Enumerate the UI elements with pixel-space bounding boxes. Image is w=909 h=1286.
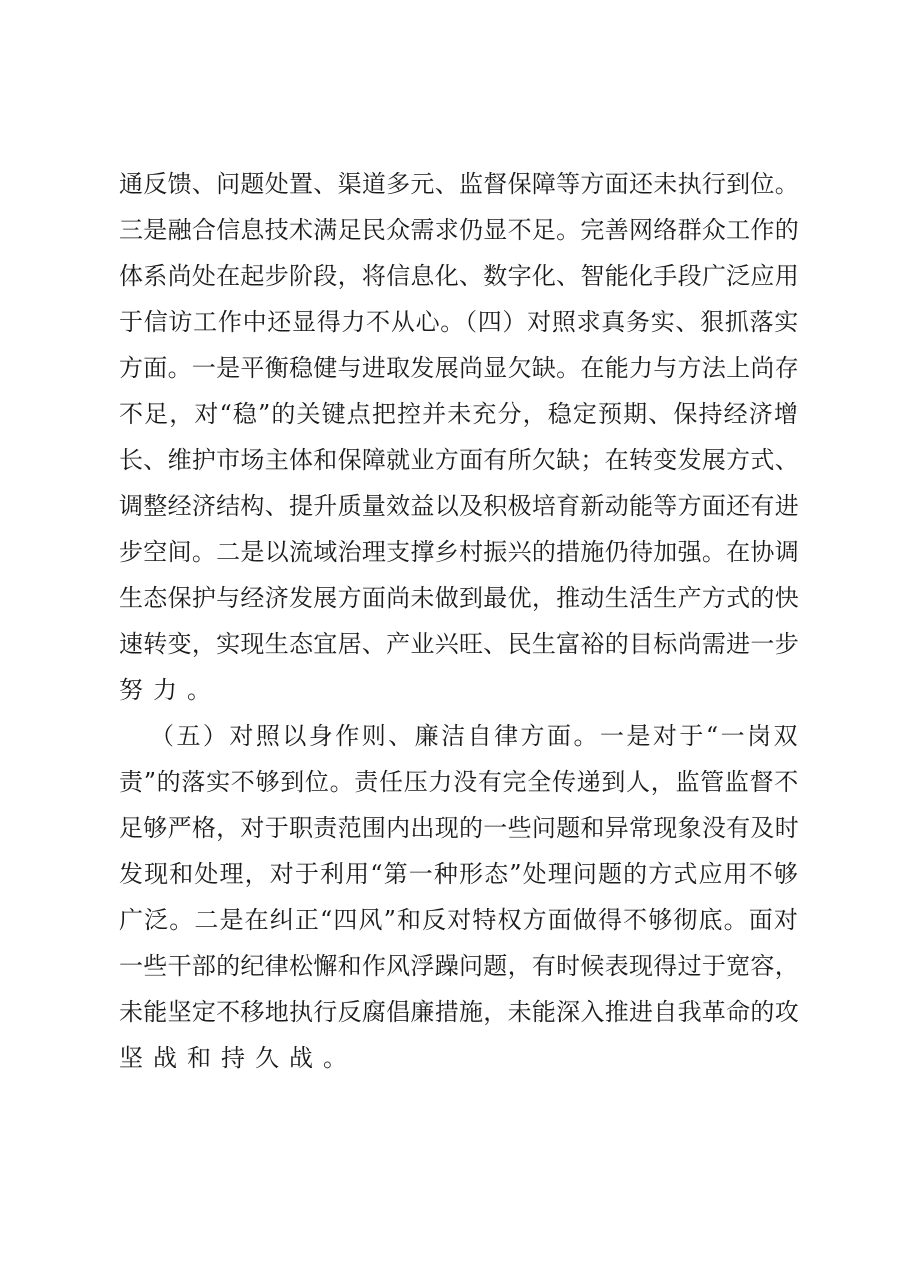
line-text: 通反馈、问题处置、渠道多元、监督保障等方面还未执行到位。	[119, 170, 799, 198]
line-text: 一些干部的纪律松懈和作风浮躁问题，有时候表现得过于宽容，	[119, 952, 799, 980]
line-text: 调整经济结构、提升质量效益以及积极培育新动能等方面还有进	[119, 492, 799, 520]
text-line	[0, 760, 909, 804]
text-line	[0, 990, 909, 1034]
text-line	[0, 668, 909, 712]
text-line	[0, 530, 909, 574]
line-text: 坚战和持久战。	[119, 1044, 357, 1072]
line-text: 广泛。二是在纠正“四风”和反对特权方面做得不够彻底。面对	[119, 906, 799, 934]
text-line	[0, 438, 909, 482]
line-text: （五）对照以身作则、廉洁自律方面。一是对于“一岗双	[150, 722, 800, 750]
line-text: 三是融合信息技术满足民众需求仍显不足。完善网络群众工作的	[119, 216, 799, 244]
text-line	[0, 898, 909, 942]
line-text: 方面。一是平衡稳健与进取发展尚显欠缺。在能力与方法上尚存	[119, 354, 799, 382]
line-text: 于信访工作中还显得力不从心。（四）对照求真务实、狠抓落实	[119, 308, 799, 336]
text-line	[0, 208, 909, 252]
text-line	[0, 392, 909, 436]
line-text: 足够严格，对于职责范围内出现的一些问题和异常现象没有及时	[119, 814, 799, 842]
line-text: 体系尚处在起步阶段，将信息化、数字化、智能化手段广泛应用	[119, 262, 799, 290]
text-line	[0, 622, 909, 666]
line-text: 发现和处理，对于利用“第一种形态”处理问题的方式应用不够	[119, 860, 799, 888]
text-line	[0, 346, 909, 390]
text-line	[0, 254, 909, 298]
line-text: 步空间。二是以流域治理支撑乡村振兴的措施仍待加强。在协调	[119, 538, 799, 566]
line-text: 不足，对“稳”的关键点把控并未充分，稳定预期、保持经济增	[119, 400, 799, 428]
text-line	[0, 714, 909, 758]
text-line	[0, 1036, 909, 1080]
text-line	[0, 576, 909, 620]
line-text: 责”的落实不够到位。责任压力没有完全传递到人，监管监督不	[119, 768, 799, 796]
text-line	[0, 944, 909, 988]
line-text: 速转变，实现生态宜居、产业兴旺、民生富裕的目标尚需进一步	[119, 630, 799, 658]
line-text: 未能坚定不移地执行反腐倡廉措施，未能深入推进自我革命的攻	[119, 998, 799, 1026]
text-line	[0, 806, 909, 850]
text-line	[0, 300, 909, 344]
line-text: 生态保护与经济发展方面尚未做到最优，推动生活生产方式的快	[119, 584, 799, 612]
text-line	[0, 484, 909, 528]
line-text: 长、维护市场主体和保障就业方面有所欠缺；在转变发展方式、	[119, 446, 799, 474]
line-text: 努力。	[119, 676, 221, 704]
text-line	[0, 162, 909, 206]
text-line	[0, 852, 909, 896]
